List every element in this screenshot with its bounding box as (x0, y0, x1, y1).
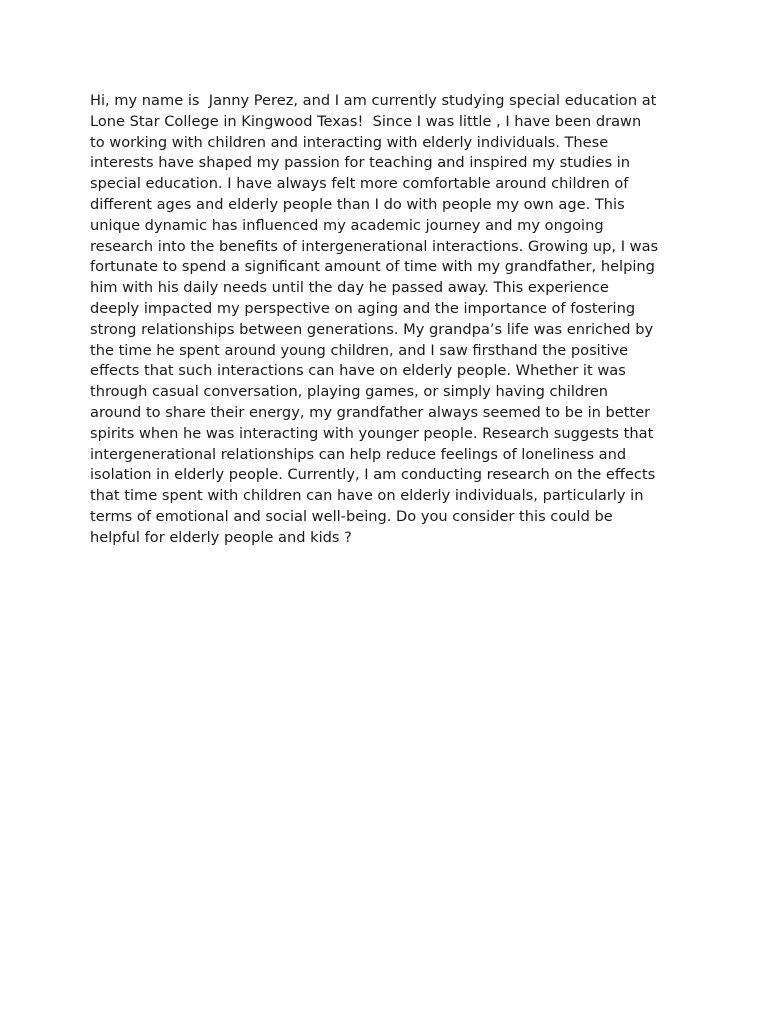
paragraph-line: fortunate to spend a significant amount of time with my grandfather, helping (90, 258, 655, 276)
paragraph-line: around to share their energy, my grandfather always seemed to be in better (90, 403, 651, 421)
paragraph-line: deeply impacted my perspective on aging and the importance of fostering (90, 299, 636, 317)
paragraph-line: different ages and elderly people than I do with people my own age. This (90, 195, 625, 213)
paragraph-line: special education. I have always felt more comfortable around children of (90, 175, 629, 193)
paragraph-line: terms of emotional and social well-being. Do you consider this could be (90, 507, 613, 525)
paragraph-line: that time spent with children can have on elderly individuals, particularly in (90, 487, 644, 505)
paragraph-line: isolation in elderly people. Currently, I am conducting research on the effects (90, 466, 656, 484)
paragraph-line: unique dynamic has influenced my academic journey and my ongoing (90, 216, 604, 234)
paragraph-line: spirits when he was interacting with younger people. Research suggests that (90, 424, 654, 442)
paragraph-line: through casual conversation, playing games, or simply having children (90, 383, 609, 401)
paragraph-line: to working with children and interacting with elderly individuals. These (90, 133, 609, 151)
paragraph-line: research into the benefits of intergenerational interactions. Growing up, I was (90, 237, 659, 255)
paragraph-line: effects that such interactions can have on elderly people. Whether it was (90, 362, 626, 380)
paragraph-line: strong relationships between generations. My grandpa’s life was enriched by (90, 320, 654, 338)
paragraph-line: the time he spent around young children, and I saw firsthand the positive (90, 341, 629, 359)
paragraph-line: him with his daily needs until the day he passed away. This experience (90, 279, 609, 297)
body-paragraph (90, 91, 686, 549)
paragraph-line: intergenerational relationships can help reduce feelings of loneliness and (90, 445, 627, 463)
paragraph-line: helpful for elderly people and kids ? (90, 528, 352, 546)
paragraph-line: interests have shaped my passion for teaching and inspired my studies in (90, 154, 631, 172)
paragraph-line: Lone Star College in Kingwood Texas! Since I was little , I have been drawn (90, 112, 642, 130)
paragraph-line: Hi, my name is Janny Perez, and I am currently studying special education at (90, 92, 657, 109)
